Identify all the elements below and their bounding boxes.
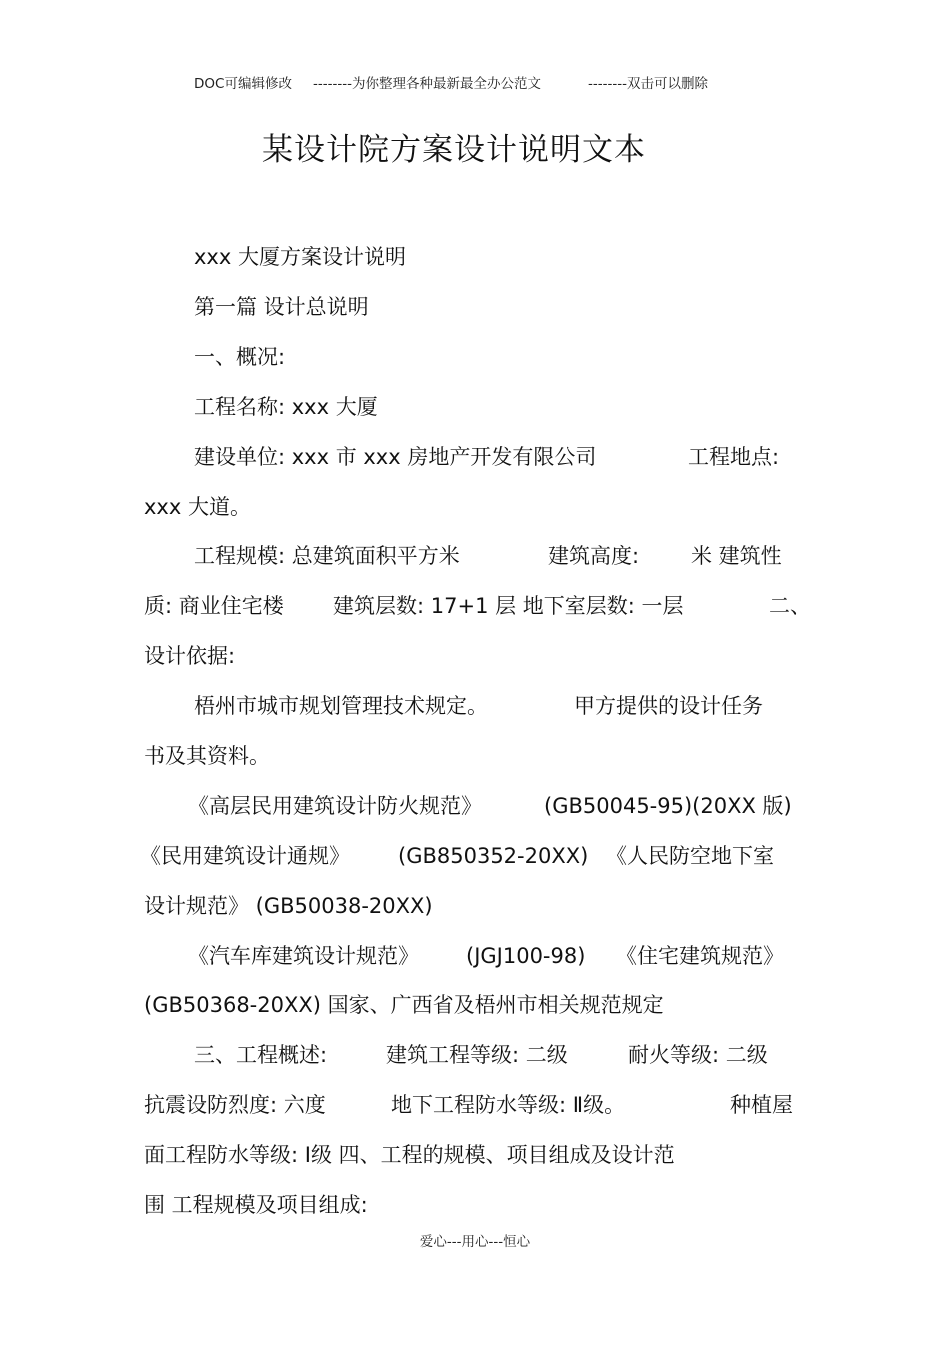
body-line (0, 541, 950, 571)
body-line (0, 591, 950, 621)
body-line: 设计依据: (144, 644, 236, 668)
body-line (0, 941, 950, 971)
body-segment: 地下工程防水等级: Ⅱ级。 (391, 1093, 626, 1117)
body-segment: 《人民防空地下室 (606, 844, 774, 868)
body-line: 第一篇 设计总说明 (194, 295, 369, 319)
document-title: 某设计院方案设计说明文本 (262, 132, 646, 168)
body-segment: 三、工程概述: (194, 1043, 328, 1067)
body-line: 面工程防水等级: Ⅰ级 四、工程的规模、项目组成及设计范 (144, 1143, 675, 1167)
body-line (0, 841, 950, 871)
body-line (0, 1040, 950, 1070)
body-segment: 甲方提供的设计任务 (574, 694, 763, 718)
body-segment: 《高层民用建筑设计防火规范》 (188, 794, 482, 818)
body-line: (GB50368-20XX) 国家、广西省及梧州市相关规范规定 (144, 993, 664, 1017)
body-segment: 质: 商业住宅楼 (144, 594, 284, 618)
body-segment: 种植屋 (730, 1093, 793, 1117)
body-segment: (JGJ100-98) (466, 944, 586, 968)
body-line: xxx 大厦方案设计说明 (194, 245, 406, 269)
body-segment: (GB50045-95)(20XX 版) (544, 794, 792, 818)
page-header (0, 72, 950, 92)
body-segment: 二、 (769, 594, 811, 618)
body-segment: 建筑工程等级: 二级 (386, 1043, 568, 1067)
body-segment: 米 建筑性 (691, 544, 782, 568)
body-segment: 《民用建筑设计通规》 (140, 844, 350, 868)
body-segment: 耐火等级: 二级 (628, 1043, 768, 1067)
body-line (0, 791, 950, 821)
body-segment: (GB850352-20XX) (398, 844, 589, 868)
body-line (0, 442, 950, 472)
body-segment: 《汽车库建筑设计规范》 (188, 944, 419, 968)
body-line: xxx 大道。 (144, 495, 251, 519)
body-segment: 建筑高度: (548, 544, 640, 568)
header-left-text: DOC可编辑修改 (194, 76, 292, 92)
header-right-text: --------双击可以删除 (588, 76, 708, 92)
body-line: 一、概况: (194, 345, 286, 369)
body-line (0, 691, 950, 721)
header-middle-text: --------为你整理各种最新最全办公范文 (313, 76, 541, 92)
body-segment: 梧州市城市规划管理技术规定。 (194, 694, 488, 718)
body-segment: 建设单位: xxx 市 xxx 房地产开发有限公司 (194, 445, 597, 469)
body-line (0, 1090, 950, 1120)
body-segment: 抗震设防烈度: 六度 (144, 1093, 326, 1117)
body-segment: 《住宅建筑规范》 (616, 944, 784, 968)
body-line: 设计规范》 (GB50038-20XX) (144, 894, 433, 918)
body-line: 围 工程规模及项目组成: (144, 1193, 368, 1217)
body-segment: 工程地点: (688, 445, 780, 469)
page-footer: 爱心---用心---恒心 (419, 1234, 531, 1250)
body-line: 书及其资料。 (144, 744, 270, 768)
body-segment: 建筑层数: 17+1 层 地下室层数: 一层 (333, 594, 684, 618)
body-line: 工程名称: xxx 大厦 (194, 395, 378, 419)
body-segment: 工程规模: 总建筑面积平方米 (194, 544, 460, 568)
